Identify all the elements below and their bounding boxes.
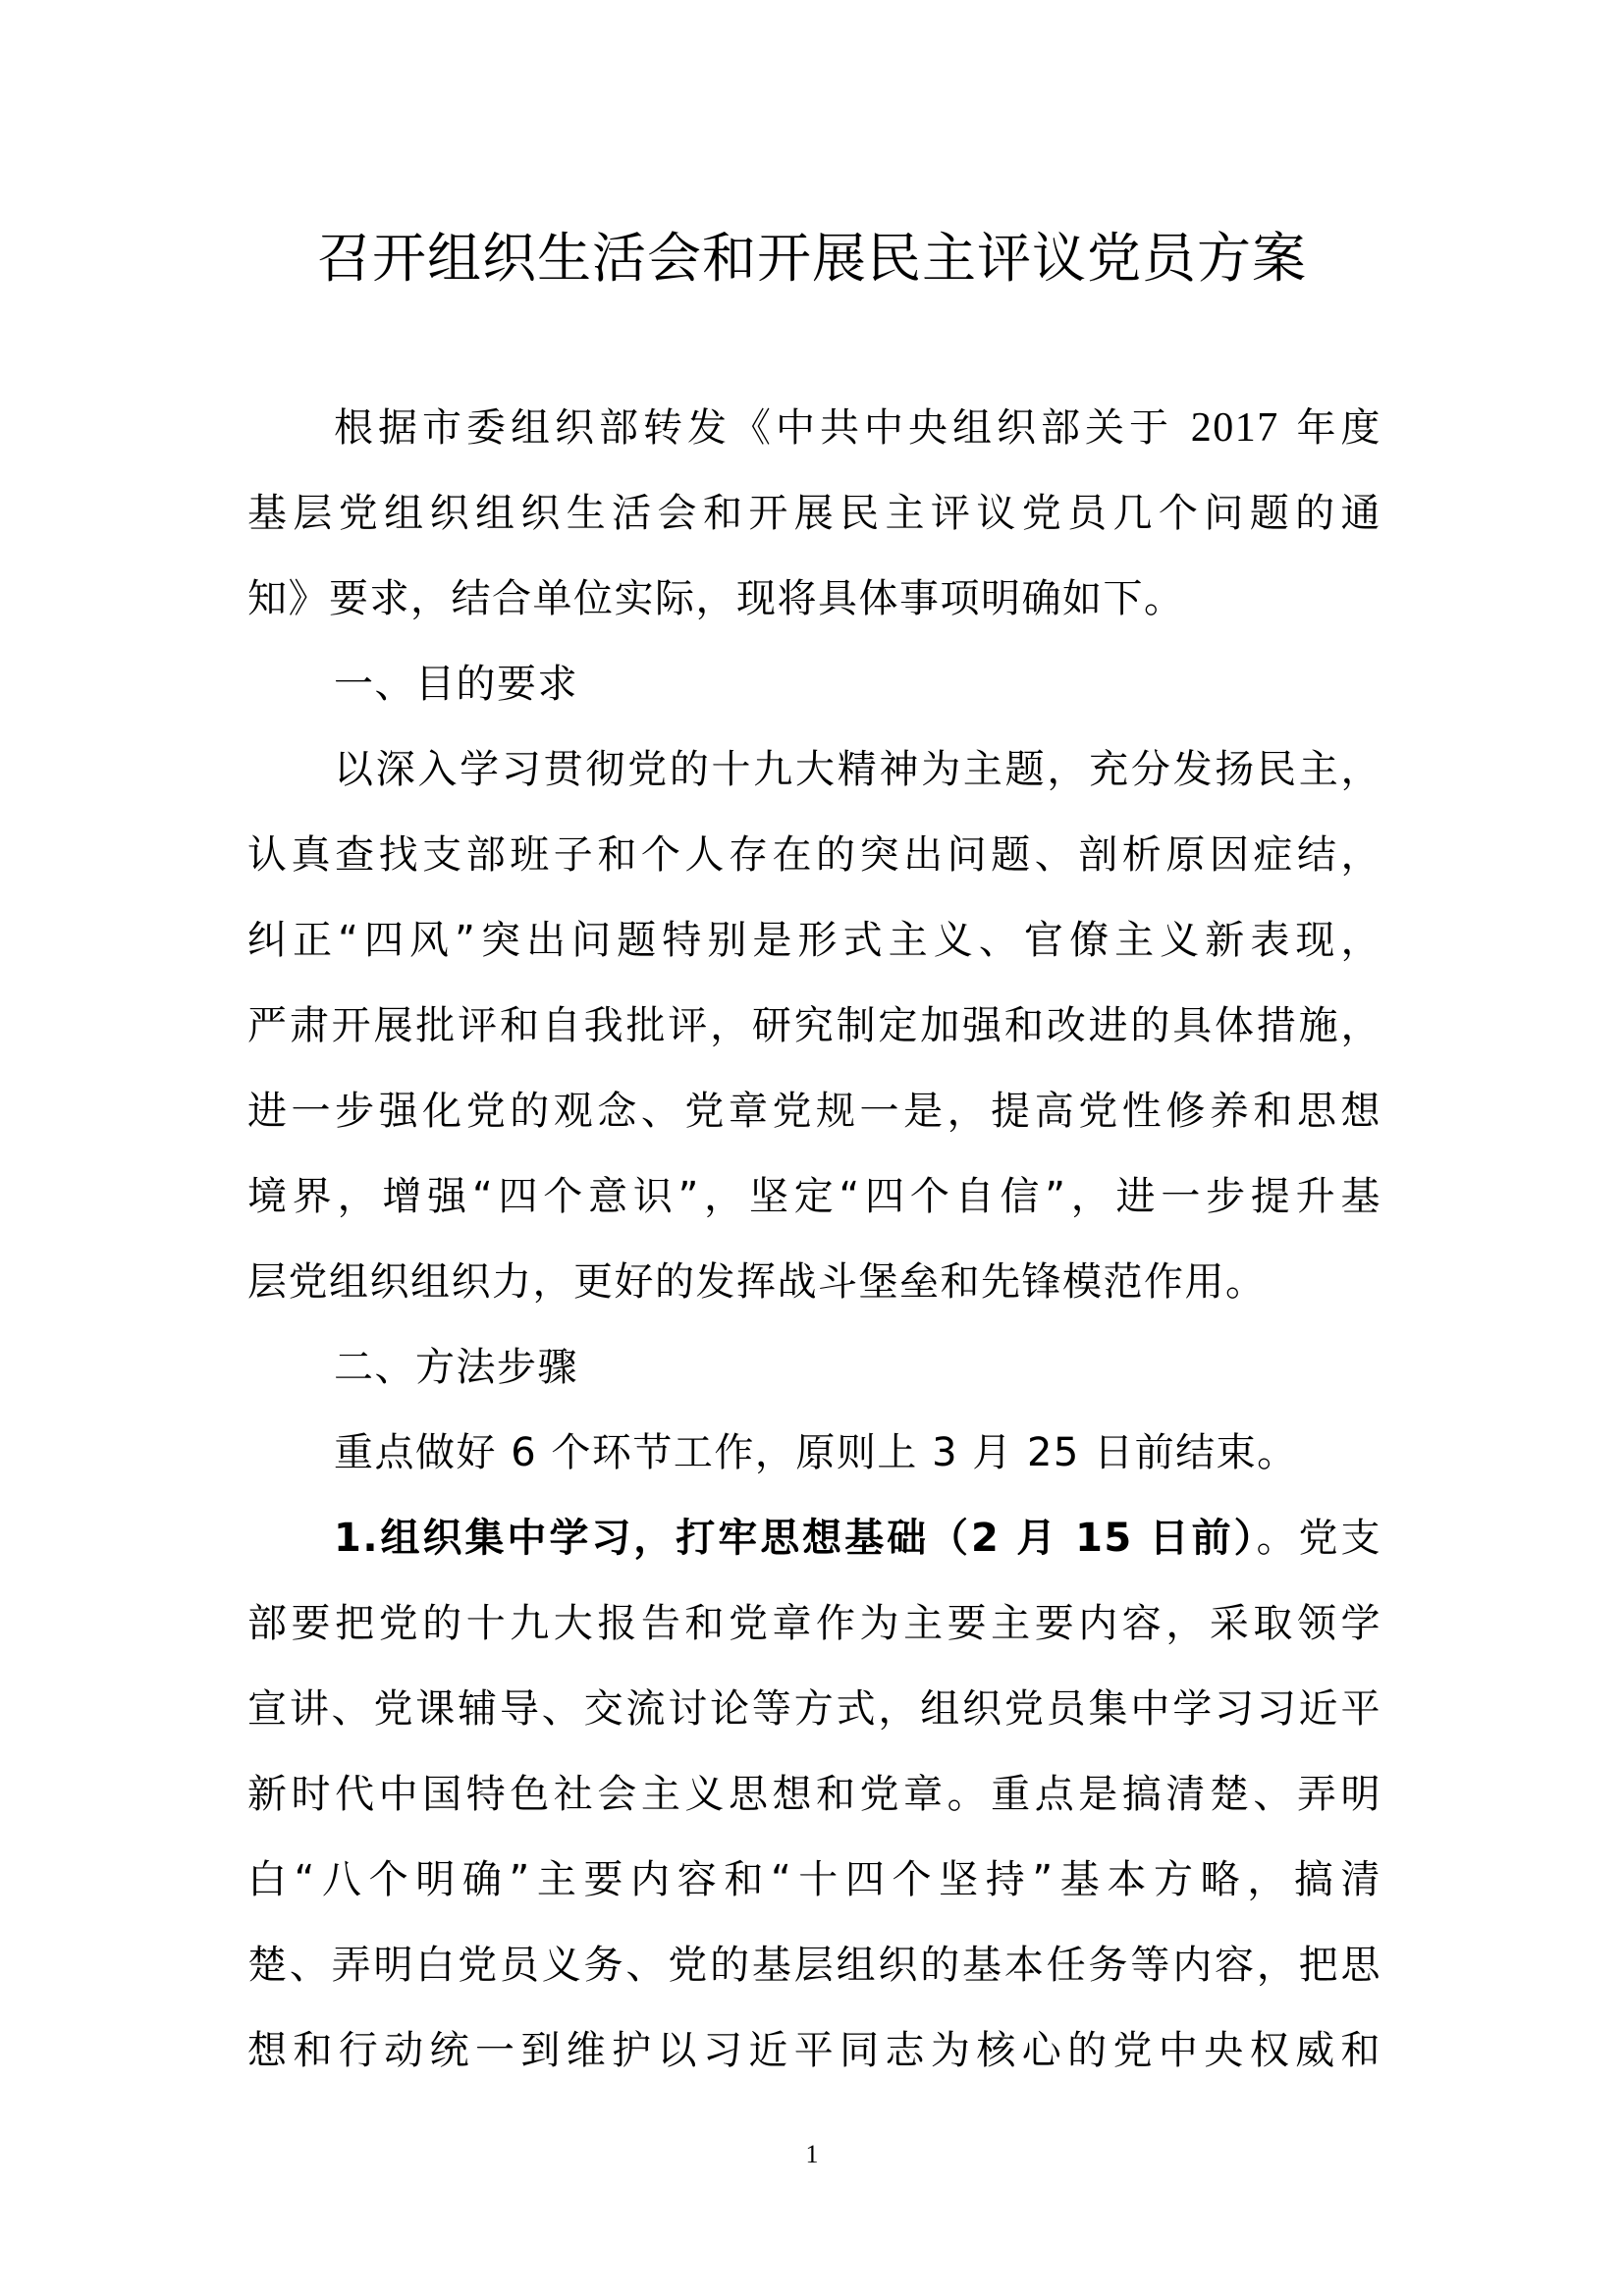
section-heading-1: 一、目的要求	[334, 662, 578, 707]
section1-line-7: 层党组织组织力，更好的发挥战斗堡垒和先锋模范作用。	[247, 1259, 1267, 1305]
page-number: 1	[805, 2140, 819, 2168]
year-number: 2017	[1190, 405, 1279, 451]
step1-line-1: 部要把党的十九大报告和党章作为主要主要内容，采取领学	[247, 1601, 1381, 1646]
intro-line-3: 知》要求，结合单位实际，现将具体事项明确如下。	[247, 576, 1185, 621]
intro-line-1-tail: 年度	[1296, 405, 1382, 451]
section1-line-3: 纠正“四风”突出问题特别是形式主义、官僚主义新表现，	[247, 918, 1381, 963]
intro-line-2: 基层党组织组织生活会和开展民主评议党员几个问题的通	[247, 491, 1381, 536]
section1-line-5: 进一步强化党的观念、党章党规一是，提高党性修养和思想	[247, 1089, 1381, 1134]
intro-line-1-text: 根据市委组织部转发《中共中央组织部关于	[334, 405, 1174, 451]
section2-summary: 重点做好 6 个环节工作，原则上 3 月 25 日前结束。	[334, 1430, 1298, 1475]
step1-line-2: 宣讲、党课辅导、交流讨论等方式，组织党员集中学习习近平	[247, 1686, 1381, 1732]
step1-line-6: 想和行动统一到维护以习近平同志为核心的党中央权威和	[247, 2028, 1381, 2073]
step1-line-3: 新时代中国特色社会主义思想和党章。重点是搞清楚、弄明	[247, 1772, 1381, 1817]
section-heading-2: 二、方法步骤	[334, 1345, 578, 1390]
document-title: 召开组织生活会和开展民主评议党员方案	[316, 227, 1307, 290]
intro-line-1	[334, 402, 1381, 454]
section1-line-1: 以深入学习贯彻党的十九大精神为主题，充分发扬民主，	[334, 747, 1381, 792]
step1-heading-line	[334, 1513, 1381, 1564]
step1-label-tail: 。党支	[1256, 1516, 1381, 1561]
step1-bold-label: 1.组织集中学习，打牢思想基础（2 月 15 日前）	[334, 1516, 1257, 1561]
section1-line-2: 认真查找支部班子和个人存在的突出问题、剖析原因症结，	[247, 832, 1381, 878]
step1-line-4: 白“八个明确”主要内容和“十四个坚持”基本方略，搞清	[247, 1857, 1381, 1902]
section1-line-6: 境界，增强“四个意识”，坚定“四个自信”，进一步提升基	[247, 1174, 1381, 1219]
step1-line-5: 楚、弄明白党员义务、党的基层组织的基本任务等内容，把思	[247, 1943, 1381, 1988]
section1-line-4: 严肃开展批评和自我批评，研究制定加强和改进的具体措施，	[247, 1003, 1381, 1048]
